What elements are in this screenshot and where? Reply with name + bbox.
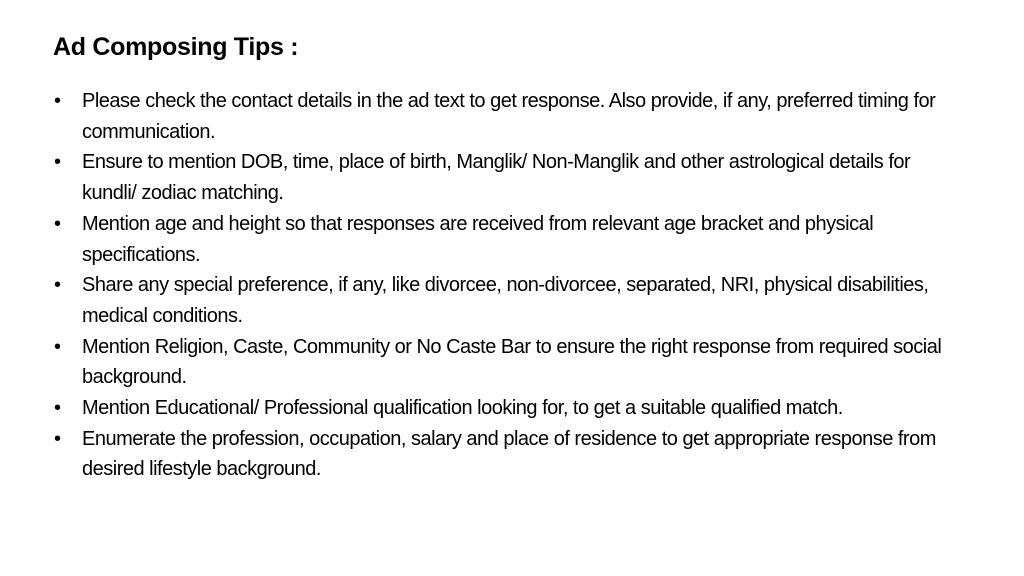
tip-text: Mention age and height so that responses are received from relevant age bracket and physical specifications. (82, 212, 874, 266)
bullet-icon: • (54, 90, 61, 112)
tip-item (54, 147, 954, 208)
bullet-icon: • (54, 335, 61, 358)
tip-item (54, 86, 954, 147)
tip-text: Share any special preference, if any, like divorcee, non-divorcee, separated, NRI, physical disabilities, medical conditions. (82, 274, 929, 327)
tip-text: Mention Educational/ Professional qualification looking for, to get a suitable qualified match. (82, 397, 843, 420)
bullet-icon: • (54, 151, 61, 174)
tip-item (54, 393, 954, 424)
tips-list (54, 86, 954, 485)
tip-text: Please check the contact details in the ad text to get response. Also provide, if any, preferred timing for communication. (82, 90, 936, 143)
bullet-icon: • (54, 427, 61, 450)
tip-text: Ensure to mention DOB, time, place of birth, Manglik/ Non-Manglik and other astrological details for kundli/ zodiac matching. (82, 151, 911, 205)
page-title: Ad Composing Tips : (53, 33, 299, 61)
tip-text: Mention Religion, Caste, Community or No Caste Bar to ensure the right response from required social background. (82, 335, 942, 389)
tip-text: Enumerate the profession, occupation, salary and place of residence to get appropriate response from desired lifestyle background. (82, 427, 936, 481)
tip-item (54, 209, 954, 270)
bullet-icon: • (54, 212, 61, 235)
tip-item (54, 332, 954, 393)
bullet-icon: • (54, 397, 61, 420)
bullet-icon: • (54, 274, 61, 297)
tip-item (54, 424, 954, 485)
tip-item (54, 270, 954, 331)
